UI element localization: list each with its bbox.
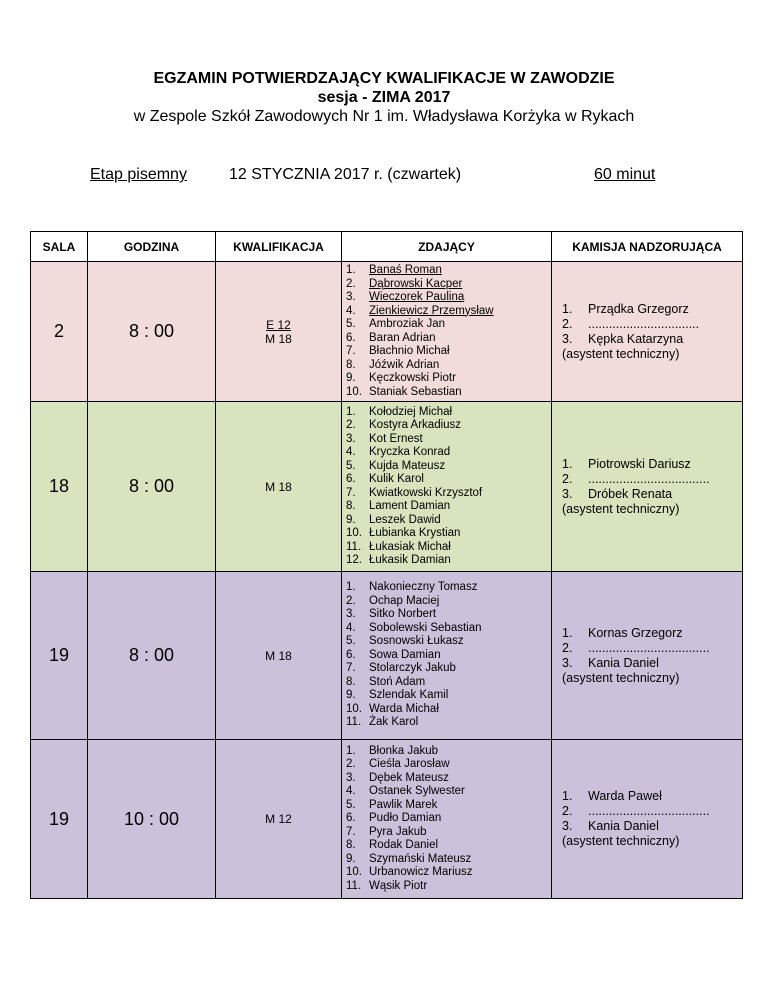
list-item: 9. Leszek Dawid <box>346 513 441 526</box>
list-item: 2. Kostyra Arkadiusz <box>346 419 462 431</box>
list-item: 11. Wąsik Piotr <box>346 879 428 892</box>
candidates-cell <box>342 740 552 899</box>
qualification-code: M 18 <box>216 572 342 740</box>
committee-role-note: (asystent techniczny) <box>562 346 680 361</box>
list-item: 11. Żak Karol <box>346 716 419 729</box>
header-godzina: GODZINA <box>88 232 216 262</box>
exam-schedule-table <box>30 231 743 899</box>
committee-cell <box>552 572 743 740</box>
list-item: 9. Szymański Mateusz <box>346 852 472 865</box>
list-item: 10. Staniak Sebastian <box>346 385 462 398</box>
candidate-list <box>346 406 551 568</box>
committee-member: 3. Kania Daniel <box>562 819 659 833</box>
list-item: 9. Szlendak Kamil <box>346 689 449 702</box>
school-name: w Zespole Szkół Zawodowych Nr 1 im. Władysława Korżyka w Rykach <box>133 108 635 125</box>
list-item: 2. Ochap Maciej <box>346 594 440 607</box>
committee-role-note: (asystent techniczny) <box>562 501 680 516</box>
list-item: 4. Sobolewski Sebastian <box>346 621 482 634</box>
room-number: 19 <box>31 740 88 899</box>
list-item: 12. Łukasik Damian <box>346 554 451 566</box>
list-item: 7. Pyra Jakub <box>346 825 427 838</box>
exam-duration: 60 minut <box>594 166 656 183</box>
exam-hour: 8 : 00 <box>88 572 216 740</box>
committee-member: 1. Kornas Grzegorz <box>562 625 683 640</box>
table-header-row <box>31 232 743 262</box>
list-item: 3. Kot Ernest <box>346 432 423 445</box>
committee-member: 1. Warda Paweł <box>562 789 662 803</box>
qualification-code: M 12 <box>216 740 342 899</box>
committee-cell <box>552 740 743 899</box>
stage-label: Etap pisemny <box>90 166 187 183</box>
list-item: 8. Stoń Adam <box>346 675 426 688</box>
committee-member: 2. ................................... <box>562 471 710 486</box>
list-item: 7. Kwiatkowski Krzysztof <box>346 486 483 499</box>
list-item: 1. Błonka Jakub <box>346 744 439 757</box>
list-item: 3. Wieczorek Paulina <box>346 291 465 303</box>
list-item: 1. Kołodziej Michał <box>346 405 453 418</box>
list-item: 10. Urbanowicz Mariusz <box>346 866 473 879</box>
qualification-cell <box>216 262 342 402</box>
list-item: 7. Stolarczyk Jakub <box>346 662 456 675</box>
list-item: 4. Zienkiewicz Przemysław <box>346 304 494 317</box>
table-row <box>31 740 743 899</box>
list-item: 8. Rodak Daniel <box>346 839 439 852</box>
committee-cell <box>552 262 743 402</box>
committee-member: 3. Dróbek Renata <box>562 486 673 501</box>
list-item: 6. Baran Adrian <box>346 331 436 344</box>
table-row <box>31 262 743 402</box>
list-item: 1. Banaś Roman <box>346 264 442 276</box>
committee-member: 1. Piotrowski Dariusz <box>562 456 691 471</box>
list-item: 7. Błachnio Michał <box>346 345 450 357</box>
committee-role-note: (asystent techniczny) <box>562 670 680 685</box>
exam-hour: 8 : 00 <box>88 402 216 572</box>
qualification-code: E 12 <box>266 317 291 332</box>
exam-hour: 10 : 00 <box>88 740 216 899</box>
candidates-cell <box>342 572 552 740</box>
list-item: 2. Cieśla Jarosław <box>346 758 450 771</box>
list-item: 5. Sosnowski Łukasz <box>346 635 464 648</box>
committee-member: 1. Prządka Grzegorz <box>562 301 689 316</box>
qualification-code: M 18 <box>216 402 342 572</box>
list-item: 3. Dębek Mateusz <box>346 771 449 784</box>
room-number: 2 <box>31 262 88 402</box>
list-item: 8. Jóźwik Adrian <box>346 358 440 371</box>
list-item: 10. Łubianka Krystian <box>346 527 461 539</box>
header-komisja: KAMISJA NADZORUJĄCA <box>552 232 743 262</box>
list-item: 3. Sitko Norbert <box>346 608 437 621</box>
candidate-list <box>346 745 551 894</box>
committee-role-note: (asystent techniczny) <box>562 834 680 848</box>
candidates-cell <box>342 402 552 572</box>
qualification-code: M 18 <box>265 331 292 346</box>
table-row <box>31 572 743 740</box>
exam-hour: 8 : 00 <box>88 262 216 402</box>
committee-member: 3. Kania Daniel <box>562 655 659 670</box>
list-item: 4. Ostanek Sylwester <box>346 785 465 798</box>
committee-cell <box>552 402 743 572</box>
list-item: 8. Lament Damian <box>346 500 451 512</box>
committee-member: 2. ................................... <box>562 640 710 655</box>
header-sala: SALA <box>31 232 88 262</box>
room-number: 19 <box>31 572 88 740</box>
list-item: 9. Kęczkowski Piotr <box>346 372 456 384</box>
room-number: 18 <box>31 402 88 572</box>
committee-member: 2. ................................ <box>562 316 700 331</box>
committee-member: 2. ................................... <box>562 804 710 818</box>
exam-date: 12 STYCZNIA 2017 r. (czwartek) <box>229 166 462 183</box>
document-title: EGZAMIN POTWIERDZAJĄCY KWALIFIKACJE W ZAWODZIE <box>153 70 615 87</box>
list-item: 11. Łukasiak Michał <box>346 540 451 553</box>
list-item: 5. Kujda Mateusz <box>346 459 446 472</box>
committee-member: 3. Kępka Katarzyna <box>562 331 684 346</box>
list-item: 10. Warda Michał <box>346 702 439 715</box>
session-subtitle: sesja - ZIMA 2017 <box>317 89 451 106</box>
list-item: 6. Kulik Karol <box>346 473 424 485</box>
table-row <box>31 402 743 572</box>
header-zdajacy: ZDAJĄCY <box>342 232 552 262</box>
list-item: 1. Nakonieczny Tomasz <box>346 581 478 594</box>
list-item: 6. Pudło Damian <box>346 812 442 825</box>
candidate-list <box>346 581 551 730</box>
header-kwalifikacja: KWALIFIKACJA <box>216 232 342 262</box>
candidates-cell <box>342 262 552 402</box>
list-item: 6. Sowa Damian <box>346 648 441 661</box>
list-item: 5. Ambroziak Jan <box>346 318 446 330</box>
candidate-list <box>346 264 551 399</box>
list-item: 5. Pawlik Marek <box>346 798 438 811</box>
list-item: 4. Kryczka Konrad <box>346 446 451 458</box>
list-item: 2. Dąbrowski Kacper <box>346 277 463 290</box>
